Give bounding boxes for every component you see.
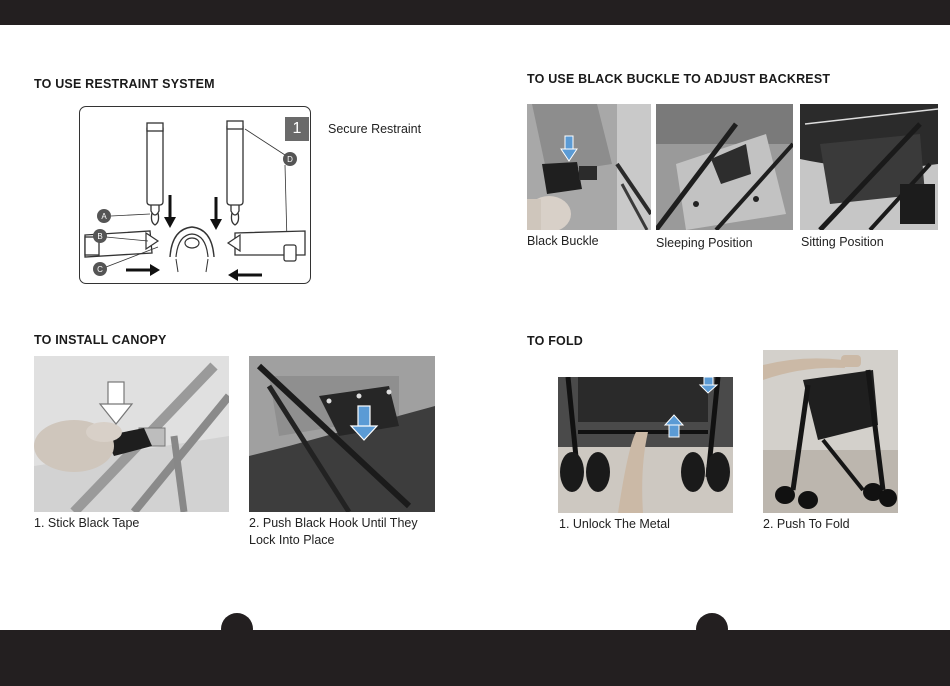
- push-hook-photo: [249, 356, 435, 512]
- restraint-illustration: [80, 107, 311, 284]
- label-a: A: [101, 212, 107, 221]
- push-to-fold-photo: [763, 350, 898, 513]
- fold-heading: TO FOLD: [527, 334, 584, 348]
- sitting-position-photo: [800, 104, 938, 230]
- step-number-badge: 1: [285, 117, 309, 141]
- unlock-metal-caption: 1. Unlock The Metal: [559, 517, 670, 531]
- top-bar: [0, 0, 950, 25]
- sleeping-position-caption: Sleeping Position: [656, 236, 753, 250]
- restraint-caption: Secure Restraint: [328, 122, 422, 136]
- bottom-bar: [0, 630, 950, 686]
- stick-tape-caption: 1. Stick Black Tape: [34, 516, 140, 530]
- backrest-heading: TO USE BLACK BUCKLE TO ADJUST BACKREST: [527, 72, 831, 86]
- sitting-position-caption: Sitting Position: [801, 235, 884, 249]
- unlock-metal-photo: [558, 377, 733, 513]
- push-to-fold-caption: 2. Push To Fold: [763, 517, 850, 531]
- black-buckle-caption: Black Buckle: [527, 234, 599, 248]
- restraint-heading: TO USE RESTRAINT SYSTEM: [34, 77, 215, 91]
- label-b: B: [97, 232, 103, 241]
- stick-tape-photo: [34, 356, 229, 512]
- label-c: C: [97, 265, 103, 274]
- black-buckle-photo: [527, 104, 651, 230]
- canopy-heading: TO INSTALL CANOPY: [34, 333, 167, 347]
- restraint-diagram: [79, 106, 311, 284]
- push-hook-caption: 2. Push Black Hook Until They Lock Into Place: [249, 516, 418, 547]
- label-d: D: [287, 155, 293, 164]
- sleeping-position-photo: [656, 104, 793, 230]
